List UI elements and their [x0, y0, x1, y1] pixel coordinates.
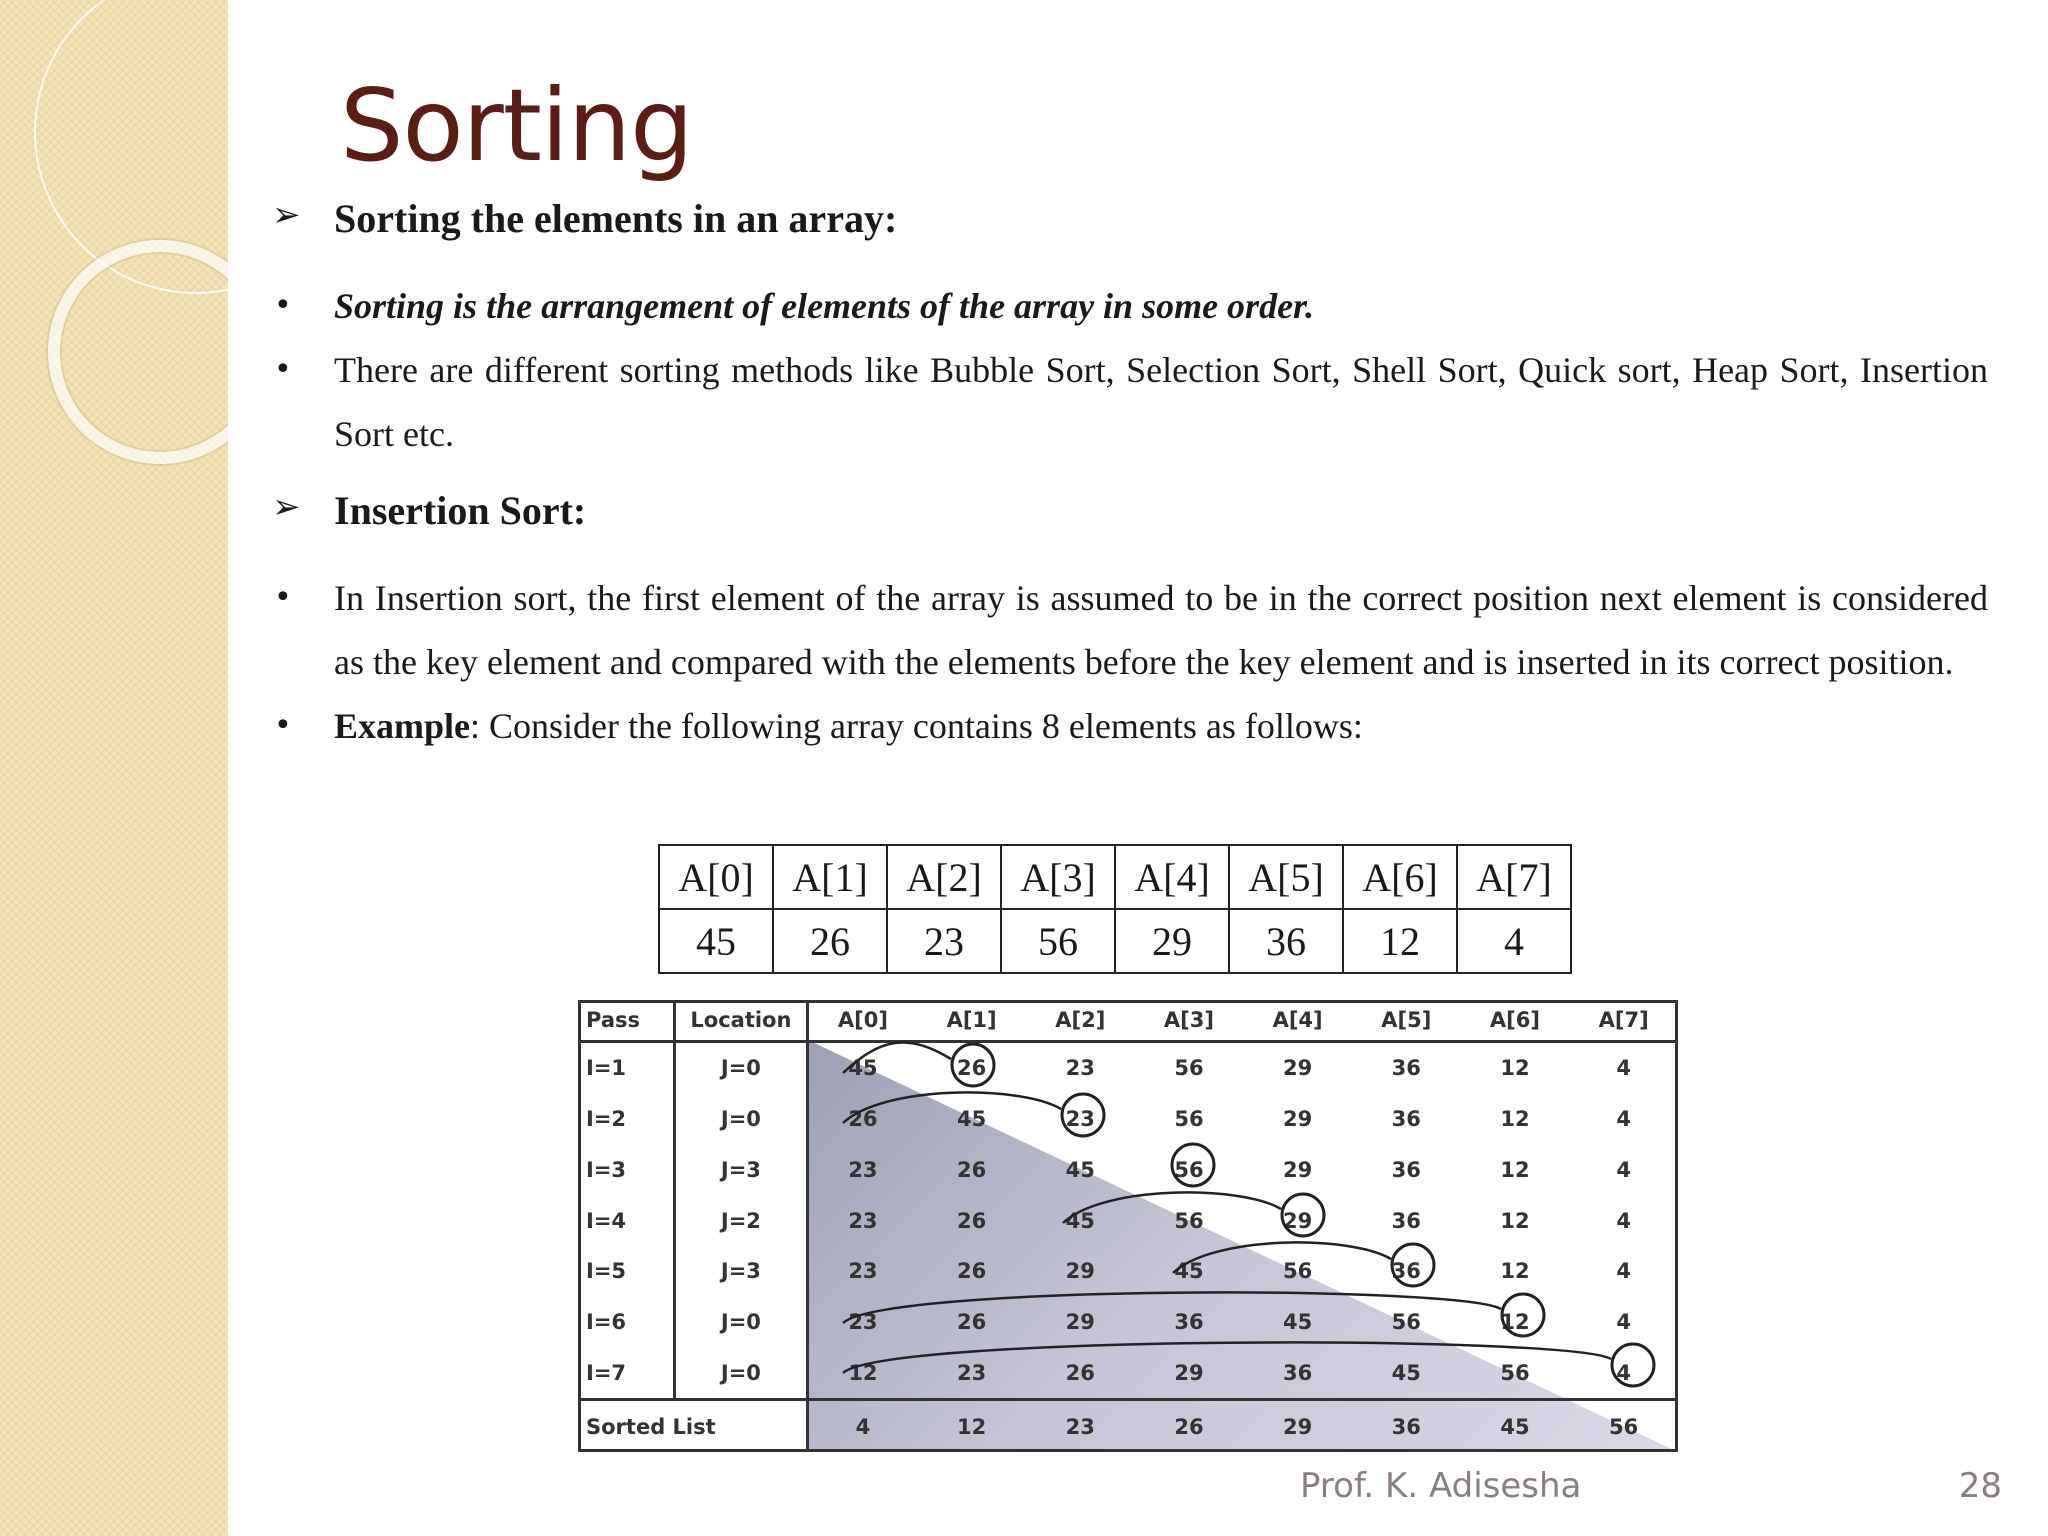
pass-value-cell: 23	[848, 1208, 878, 1233]
bullet-methods	[268, 338, 1988, 466]
pass-header-cell: A[0]	[807, 1000, 917, 1042]
pass-value-cell: 26	[956, 1310, 987, 1335]
bullet-example	[268, 694, 1988, 758]
array-header-cell: A[4]	[1115, 845, 1229, 909]
pass-value-cell: 26	[956, 1157, 987, 1182]
pass-value-cell: 23	[956, 1360, 987, 1385]
pass-value-cell: 56	[1283, 1259, 1313, 1284]
pass-value-cell: 4	[1616, 1056, 1631, 1081]
pass-value-cell: 45	[1065, 1208, 1095, 1233]
pass-label-cell: I=4	[578, 1195, 675, 1246]
pass-value-cell: 56	[1174, 1208, 1204, 1233]
pass-label-cell: I=7	[578, 1347, 675, 1399]
array-value-row	[659, 909, 1571, 973]
pass-value-cell: 12	[848, 1360, 878, 1385]
pass-header-cell: Pass	[578, 1000, 675, 1042]
pass-value-cell: 56	[1174, 1056, 1204, 1081]
sorted-value-cell: 45	[1461, 1400, 1570, 1452]
pass-header-cell: A[3]	[1135, 1000, 1244, 1042]
pass-value-cell: 29	[1174, 1360, 1204, 1385]
section-heading-text: Sorting the elements in an array:	[334, 196, 898, 241]
pass-header-cell: A[4]	[1243, 1000, 1352, 1042]
pass-value-cell: 12	[1500, 1208, 1530, 1233]
pass-value-cell: 26	[956, 1208, 987, 1233]
section-heading-text: Insertion Sort:	[334, 488, 587, 533]
arrow-bullet-icon: ➢	[272, 195, 301, 235]
insertion-sort-pass-figure	[578, 1000, 1678, 1452]
pass-header-row	[578, 1000, 1678, 1042]
sorted-value-cell: 26	[1135, 1400, 1244, 1452]
pass-value-cell: 4	[1616, 1360, 1631, 1385]
decorative-sidebar	[0, 0, 228, 1536]
pass-value-cell: 26	[1065, 1360, 1095, 1385]
bullet-dot-icon: •	[274, 352, 292, 387]
slide-content	[268, 196, 1988, 758]
pass-value-cell: 23	[1065, 1107, 1095, 1132]
decorative-ring-small	[48, 240, 228, 464]
pass-value-cell: 23	[1065, 1056, 1095, 1081]
pass-header-cell: A[1]	[917, 1000, 1026, 1042]
array-table	[658, 844, 1572, 974]
pass-value-cell: 29	[1283, 1056, 1313, 1081]
sorted-value-cell: 12	[917, 1400, 1026, 1452]
pass-value-cell: 45	[1283, 1310, 1313, 1335]
pass-header-cell: A[5]	[1352, 1000, 1461, 1042]
example-text: : Consider the following array contains 8 elements as follows:	[470, 706, 1363, 746]
pass-value-cell: 26	[956, 1056, 987, 1081]
pass-value-cell: 12	[1500, 1310, 1530, 1335]
location-cell: J=3	[675, 1144, 807, 1195]
pass-value-cell: 12	[1500, 1157, 1530, 1182]
bullet-definition	[268, 274, 1988, 338]
section-heading-sorting	[268, 196, 1988, 260]
bullet-dot-icon: •	[274, 580, 292, 615]
pass-row	[578, 1144, 1678, 1195]
slide-title: Sorting	[340, 67, 693, 184]
pass-value-cell: 23	[848, 1157, 878, 1182]
pass-value-cell: 4	[1616, 1208, 1631, 1233]
arrow-bullet-icon: ➢	[272, 487, 301, 527]
array-header-cell: A[1]	[773, 845, 887, 909]
array-value-cell: 4	[1457, 909, 1571, 973]
pass-value-cell: 36	[1391, 1157, 1421, 1182]
array-value-cell: 23	[887, 909, 1001, 973]
array-value-cell: 36	[1229, 909, 1343, 973]
pass-table	[578, 1000, 1678, 1452]
pass-value-cell: 12	[1500, 1056, 1530, 1081]
sorted-list-label: Sorted List	[578, 1400, 807, 1452]
sorted-list-row	[578, 1400, 1678, 1452]
bullet-text: In Insertion sort, the first element of the array is assumed to be in the correct position next element is considered as the key element and compared with the elements before the key element and is inserted in its correct position.	[334, 578, 1988, 682]
footer-author: Prof. K. Adisesha	[1300, 1466, 1582, 1506]
pass-value-cell: 4	[1616, 1259, 1631, 1284]
array-header-row	[659, 845, 1571, 909]
pass-row	[578, 1094, 1678, 1145]
array-value-cell: 29	[1115, 909, 1229, 973]
pass-row	[578, 1297, 1678, 1348]
pass-label-cell: I=2	[578, 1094, 675, 1145]
array-header-cell: A[6]	[1343, 845, 1457, 909]
section-heading-insertion-sort	[268, 488, 1988, 552]
pass-value-cell: 12	[1500, 1107, 1530, 1132]
pass-value-cell: 26	[956, 1259, 987, 1284]
pass-value-cell: 56	[1391, 1310, 1421, 1335]
bullet-text: Sorting is the arrangement of elements of the array in some order.	[334, 286, 1315, 326]
pass-value-cell: 12	[1500, 1259, 1530, 1284]
array-value-cell: 26	[773, 909, 887, 973]
pass-header-cell: A[7]	[1569, 1000, 1678, 1042]
array-header-cell: A[3]	[1001, 845, 1115, 909]
pass-row	[578, 1246, 1678, 1297]
array-header-cell: A[0]	[659, 845, 773, 909]
pass-value-cell: 56	[1174, 1157, 1204, 1182]
pass-value-cell: 45	[1065, 1157, 1095, 1182]
pass-value-cell: 23	[848, 1310, 878, 1335]
array-header-cell: A[2]	[887, 845, 1001, 909]
sorted-value-cell: 36	[1352, 1400, 1461, 1452]
location-cell: J=0	[675, 1094, 807, 1145]
pass-value-cell: 26	[848, 1107, 878, 1132]
array-header-cell: A[5]	[1229, 845, 1343, 909]
pass-row	[578, 1042, 1678, 1094]
array-header-cell: A[7]	[1457, 845, 1571, 909]
location-cell: J=0	[675, 1297, 807, 1348]
location-cell: J=3	[675, 1246, 807, 1297]
pass-header-cell: Location	[675, 1000, 807, 1042]
pass-value-cell: 56	[1500, 1360, 1530, 1385]
pass-value-cell: 23	[848, 1259, 878, 1284]
sorted-value-cell: 29	[1243, 1400, 1352, 1452]
pass-value-cell: 29	[1283, 1157, 1313, 1182]
pass-value-cell: 45	[956, 1107, 987, 1132]
bullet-text: There are different sorting methods like Bubble Sort, Selection Sort, Shell Sort, Quick sort, Heap Sort, Insertion Sort etc.	[334, 350, 1988, 454]
location-cell: J=0	[675, 1347, 807, 1399]
bullet-dot-icon: •	[274, 288, 292, 323]
pass-value-cell: 4	[1616, 1157, 1631, 1182]
pass-value-cell: 36	[1391, 1259, 1421, 1284]
pass-value-cell: 4	[1616, 1310, 1631, 1335]
pass-value-cell: 36	[1174, 1310, 1204, 1335]
pass-row	[578, 1195, 1678, 1246]
pass-value-cell: 36	[1391, 1056, 1421, 1081]
pass-value-cell: 29	[1283, 1208, 1313, 1233]
pass-value-cell: 4	[1616, 1107, 1631, 1132]
pass-value-cell: 45	[1391, 1360, 1421, 1385]
pass-header-cell: A[6]	[1461, 1000, 1570, 1042]
location-cell: J=0	[675, 1042, 807, 1094]
pass-label-cell: I=6	[578, 1297, 675, 1348]
page-number: 28	[1958, 1466, 2002, 1506]
example-label: Example	[334, 706, 471, 746]
pass-value-cell: 36	[1391, 1208, 1421, 1233]
pass-header-cell: A[2]	[1026, 1000, 1135, 1042]
pass-value-cell: 45	[1174, 1259, 1204, 1284]
pass-row	[578, 1347, 1678, 1399]
sorted-value-cell: 56	[1569, 1400, 1678, 1452]
sorted-value-cell: 4	[807, 1400, 917, 1452]
pass-label-cell: I=3	[578, 1144, 675, 1195]
location-cell: J=2	[675, 1195, 807, 1246]
array-value-cell: 56	[1001, 909, 1115, 973]
pass-value-cell: 36	[1283, 1360, 1313, 1385]
pass-value-cell: 36	[1391, 1107, 1421, 1132]
bullet-dot-icon: •	[274, 708, 292, 743]
pass-label-cell: I=1	[578, 1042, 675, 1094]
array-value-cell: 45	[659, 909, 773, 973]
pass-label-cell: I=5	[578, 1246, 675, 1297]
pass-value-cell: 29	[1283, 1107, 1313, 1132]
pass-value-cell: 29	[1065, 1259, 1095, 1284]
pass-value-cell: 56	[1174, 1107, 1204, 1132]
pass-value-cell: 45	[848, 1056, 878, 1081]
pass-value-cell: 29	[1065, 1310, 1095, 1335]
sorted-value-cell: 23	[1026, 1400, 1135, 1452]
bullet-insertion-description	[268, 566, 1988, 694]
array-value-cell: 12	[1343, 909, 1457, 973]
